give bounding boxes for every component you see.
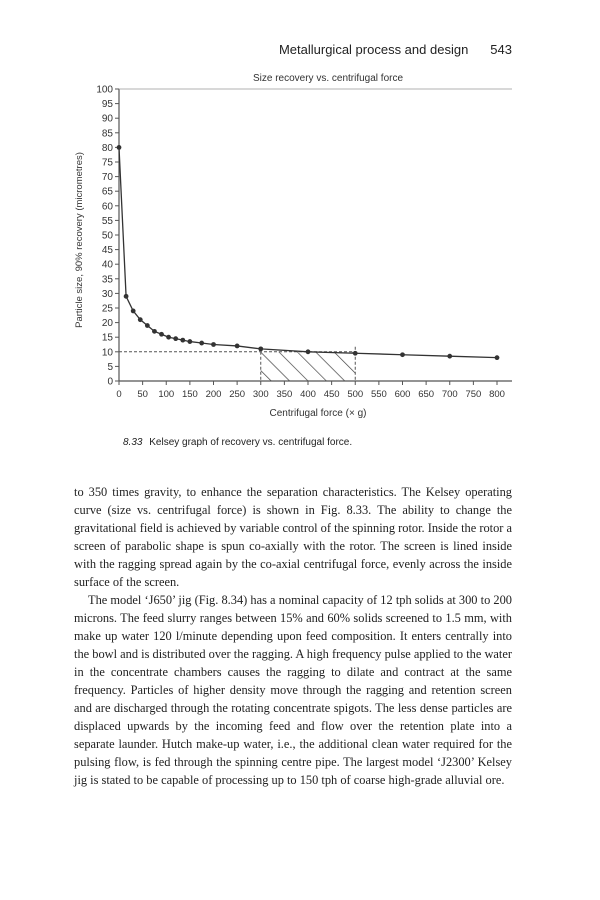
data-point <box>145 323 150 328</box>
y-tick-label: 30 <box>101 288 113 300</box>
x-tick-label: 700 <box>441 389 458 400</box>
y-tick-label: 60 <box>101 201 113 213</box>
y-tick-label: 90 <box>101 113 113 125</box>
y-tick-label: 45 <box>101 245 113 257</box>
x-tick-label: 650 <box>418 389 435 400</box>
data-point <box>495 355 500 360</box>
x-tick-label: 450 <box>323 389 340 400</box>
data-point <box>173 336 178 341</box>
data-point <box>124 294 129 299</box>
data-point <box>131 309 136 314</box>
x-tick-label: 250 <box>229 389 246 400</box>
x-tick-label: 300 <box>252 389 269 400</box>
paragraph-1: to 350 times gravity, to enhance the separation characteristics. The Kelsey operating curve (size vs. centrifugal force) is shown in Fig. 8.33. The ability to change the gravitational field is achieved by variable control of the spinning rotor. Inside the rotor a screen of parabolic shape is spun co-axially with the rotor. The screen is lined inside with the ragging spread again by the co-axial centrifugal force, evenly across the inside surface of the screen. <box>74 485 513 589</box>
y-tick-label: 35 <box>101 274 113 286</box>
caption-text: Kelsey graph of recovery vs. centrifugal force. <box>149 437 353 448</box>
y-tick-label: 85 <box>101 128 113 140</box>
y-tick-label: 50 <box>101 230 113 242</box>
x-tick-label: 350 <box>276 389 293 400</box>
data-point <box>400 352 405 357</box>
x-tick-label: 750 <box>465 389 482 400</box>
x-tick-label: 500 <box>347 389 364 400</box>
data-point <box>447 354 452 359</box>
data-point <box>159 332 164 337</box>
data-point <box>180 338 185 343</box>
y-tick-label: 15 <box>101 332 113 344</box>
page-number: 543 <box>490 42 512 57</box>
shaded-region <box>261 352 356 381</box>
x-tick-label: 800 <box>489 389 505 400</box>
y-tick-label: 10 <box>101 347 113 359</box>
y-tick-label: 20 <box>101 318 113 330</box>
data-point <box>117 145 122 150</box>
data-point <box>199 341 204 346</box>
data-point <box>187 339 192 344</box>
figure-caption <box>123 437 352 448</box>
figure-number: 8.33 <box>123 437 143 448</box>
x-tick-label: 600 <box>394 389 411 400</box>
running-title: Metallurgical process and design <box>278 42 469 57</box>
x-tick-label: 0 <box>116 389 122 400</box>
body-text <box>74 483 512 789</box>
y-tick-label: 40 <box>101 259 113 271</box>
y-axis-label: Particle size, 90% recovery (micrometres) <box>74 152 85 328</box>
data-point <box>235 344 240 349</box>
y-tick-label: 100 <box>96 84 113 96</box>
data-point <box>258 346 263 351</box>
x-tick-label: 550 <box>370 389 387 400</box>
data-point <box>211 342 216 347</box>
x-tick-label: 400 <box>300 389 316 400</box>
y-tick-label: 75 <box>101 157 113 169</box>
data-point <box>166 335 171 340</box>
series-line <box>119 147 497 357</box>
chart-title: Size recovery vs. centrifugal force <box>252 73 404 84</box>
y-tick-label: 70 <box>101 172 113 184</box>
data-point <box>152 329 157 334</box>
y-tick-label: 5 <box>107 361 113 373</box>
y-tick-label: 95 <box>101 99 113 111</box>
x-tick-label: 150 <box>181 389 198 400</box>
y-tick-label: 25 <box>101 303 113 315</box>
y-tick-label: 65 <box>101 186 113 198</box>
x-tick-label: 200 <box>205 389 222 400</box>
x-tick-label: 100 <box>158 389 175 400</box>
x-axis-label: Centrifugal force (× g) <box>269 408 367 419</box>
y-tick-label: 80 <box>101 142 113 154</box>
y-tick-label: 0 <box>107 376 113 388</box>
x-tick-label: 50 <box>137 389 148 400</box>
paragraph-2: The model ‘J650’ jig (Fig. 8.34) has a nominal capacity of 12 tph solids at 300 to 200 microns. The feed slurry ranges between 15% and 60% solids screened to 1.5 mm, with make up water 120 l/minute depending upon feed composition. It enters centrally into the bowl and is distributed over the ragging. A high frequency pulse applied to the water in the concentrate chambers causes the ragging to dilate and contract at the same frequency. Particles of higher density move through the ragging and retention screen and are discharged through the rotating concentrate spigots. The less dense particles are displaced upwards by the incoming feed and flow over the retention plate into a separate launder. Hutch make-up water, i.e., the additional clean water required for the pulsing flow, is fed through the spinning centre pipe. The largest model ‘J2300’ Kelsey jig is stated to be capable of processing up to 150 tph of coarse high-grade alluvial ore. <box>74 593 512 787</box>
y-tick-label: 55 <box>101 215 113 227</box>
data-point <box>353 351 358 356</box>
data-point <box>306 349 311 354</box>
data-point <box>138 317 143 322</box>
